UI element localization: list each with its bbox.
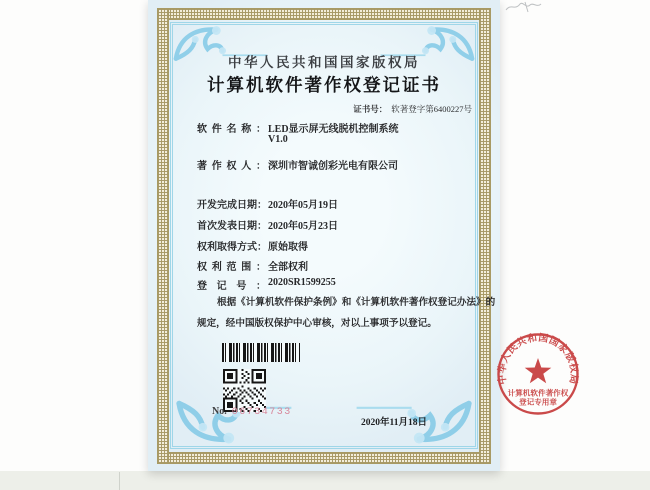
barcode-icon: [222, 343, 300, 362]
field-value: 2020年05月23日: [268, 221, 338, 232]
photo-background-floor: [0, 471, 650, 490]
field-value: LED显示屏无线脱机控制系统: [268, 124, 399, 135]
serial-number-label: No.: [212, 406, 227, 417]
seal-purpose-line1: 计算机软件著作权: [507, 388, 569, 398]
field-first-publication-date: [197, 217, 338, 232]
desk-edge-line: [119, 472, 120, 490]
field-value: 2020年05月19日: [268, 200, 338, 211]
field-value: 原始取得: [268, 242, 308, 253]
field-label: 软件名称：: [197, 124, 266, 135]
field-copyright-owner: [197, 157, 398, 172]
greek-key-border-top: [157, 8, 491, 20]
seal-ring-text: 中华人民共和国国家版权局: [496, 332, 580, 386]
official-seal-stamp: [496, 332, 580, 416]
field-value: 2020SR1599255: [268, 277, 336, 288]
star-icon: [525, 358, 552, 383]
field-label: 权利取得方式：: [197, 242, 267, 253]
issuing-authority: 中华人民共和国国家版权局: [228, 55, 420, 70]
greek-key-border-bottom: [157, 452, 491, 464]
seal-purpose-line2: 登记专用章: [519, 397, 557, 407]
certificate-number: [353, 103, 472, 115]
issue-date: 2020年11月18日: [361, 418, 427, 428]
field-label: 开发完成日期：: [197, 200, 267, 211]
field-software-name: [197, 120, 399, 135]
field-label: 首次发表日期：: [197, 221, 267, 232]
certificate-number-value: 软著登字第6400227号: [391, 104, 472, 114]
registration-statement-line2: 规定，经中国版权保护中心审核，对以上事项予以登记。: [197, 318, 437, 329]
field-rights-acquisition-method: [197, 238, 308, 253]
field-label: 著作权人：: [197, 161, 266, 172]
field-label: 登记号：: [197, 281, 266, 292]
certificate-number-label: 证书号：: [353, 104, 388, 114]
field-rights-scope: [197, 258, 308, 273]
handwritten-mark: [503, 0, 543, 14]
serial-number-value: 06734733: [231, 407, 292, 418]
serial-number: [212, 406, 292, 418]
field-label: 权利范围：: [197, 262, 266, 273]
software-version: V1.0: [268, 134, 288, 145]
registration-statement-line1: 根据《计算机软件保护条例》和《计算机软件著作权登记办法》的: [217, 297, 496, 308]
certificate: [148, 0, 580, 471]
field-development-completed-date: [197, 196, 338, 211]
certificate-title: 计算机软件著作权登记证书: [207, 75, 441, 95]
field-registration-number: [197, 277, 336, 292]
field-value: 深圳市智诚创彩光电有限公司: [268, 161, 398, 172]
field-value: 全部权利: [268, 262, 308, 273]
